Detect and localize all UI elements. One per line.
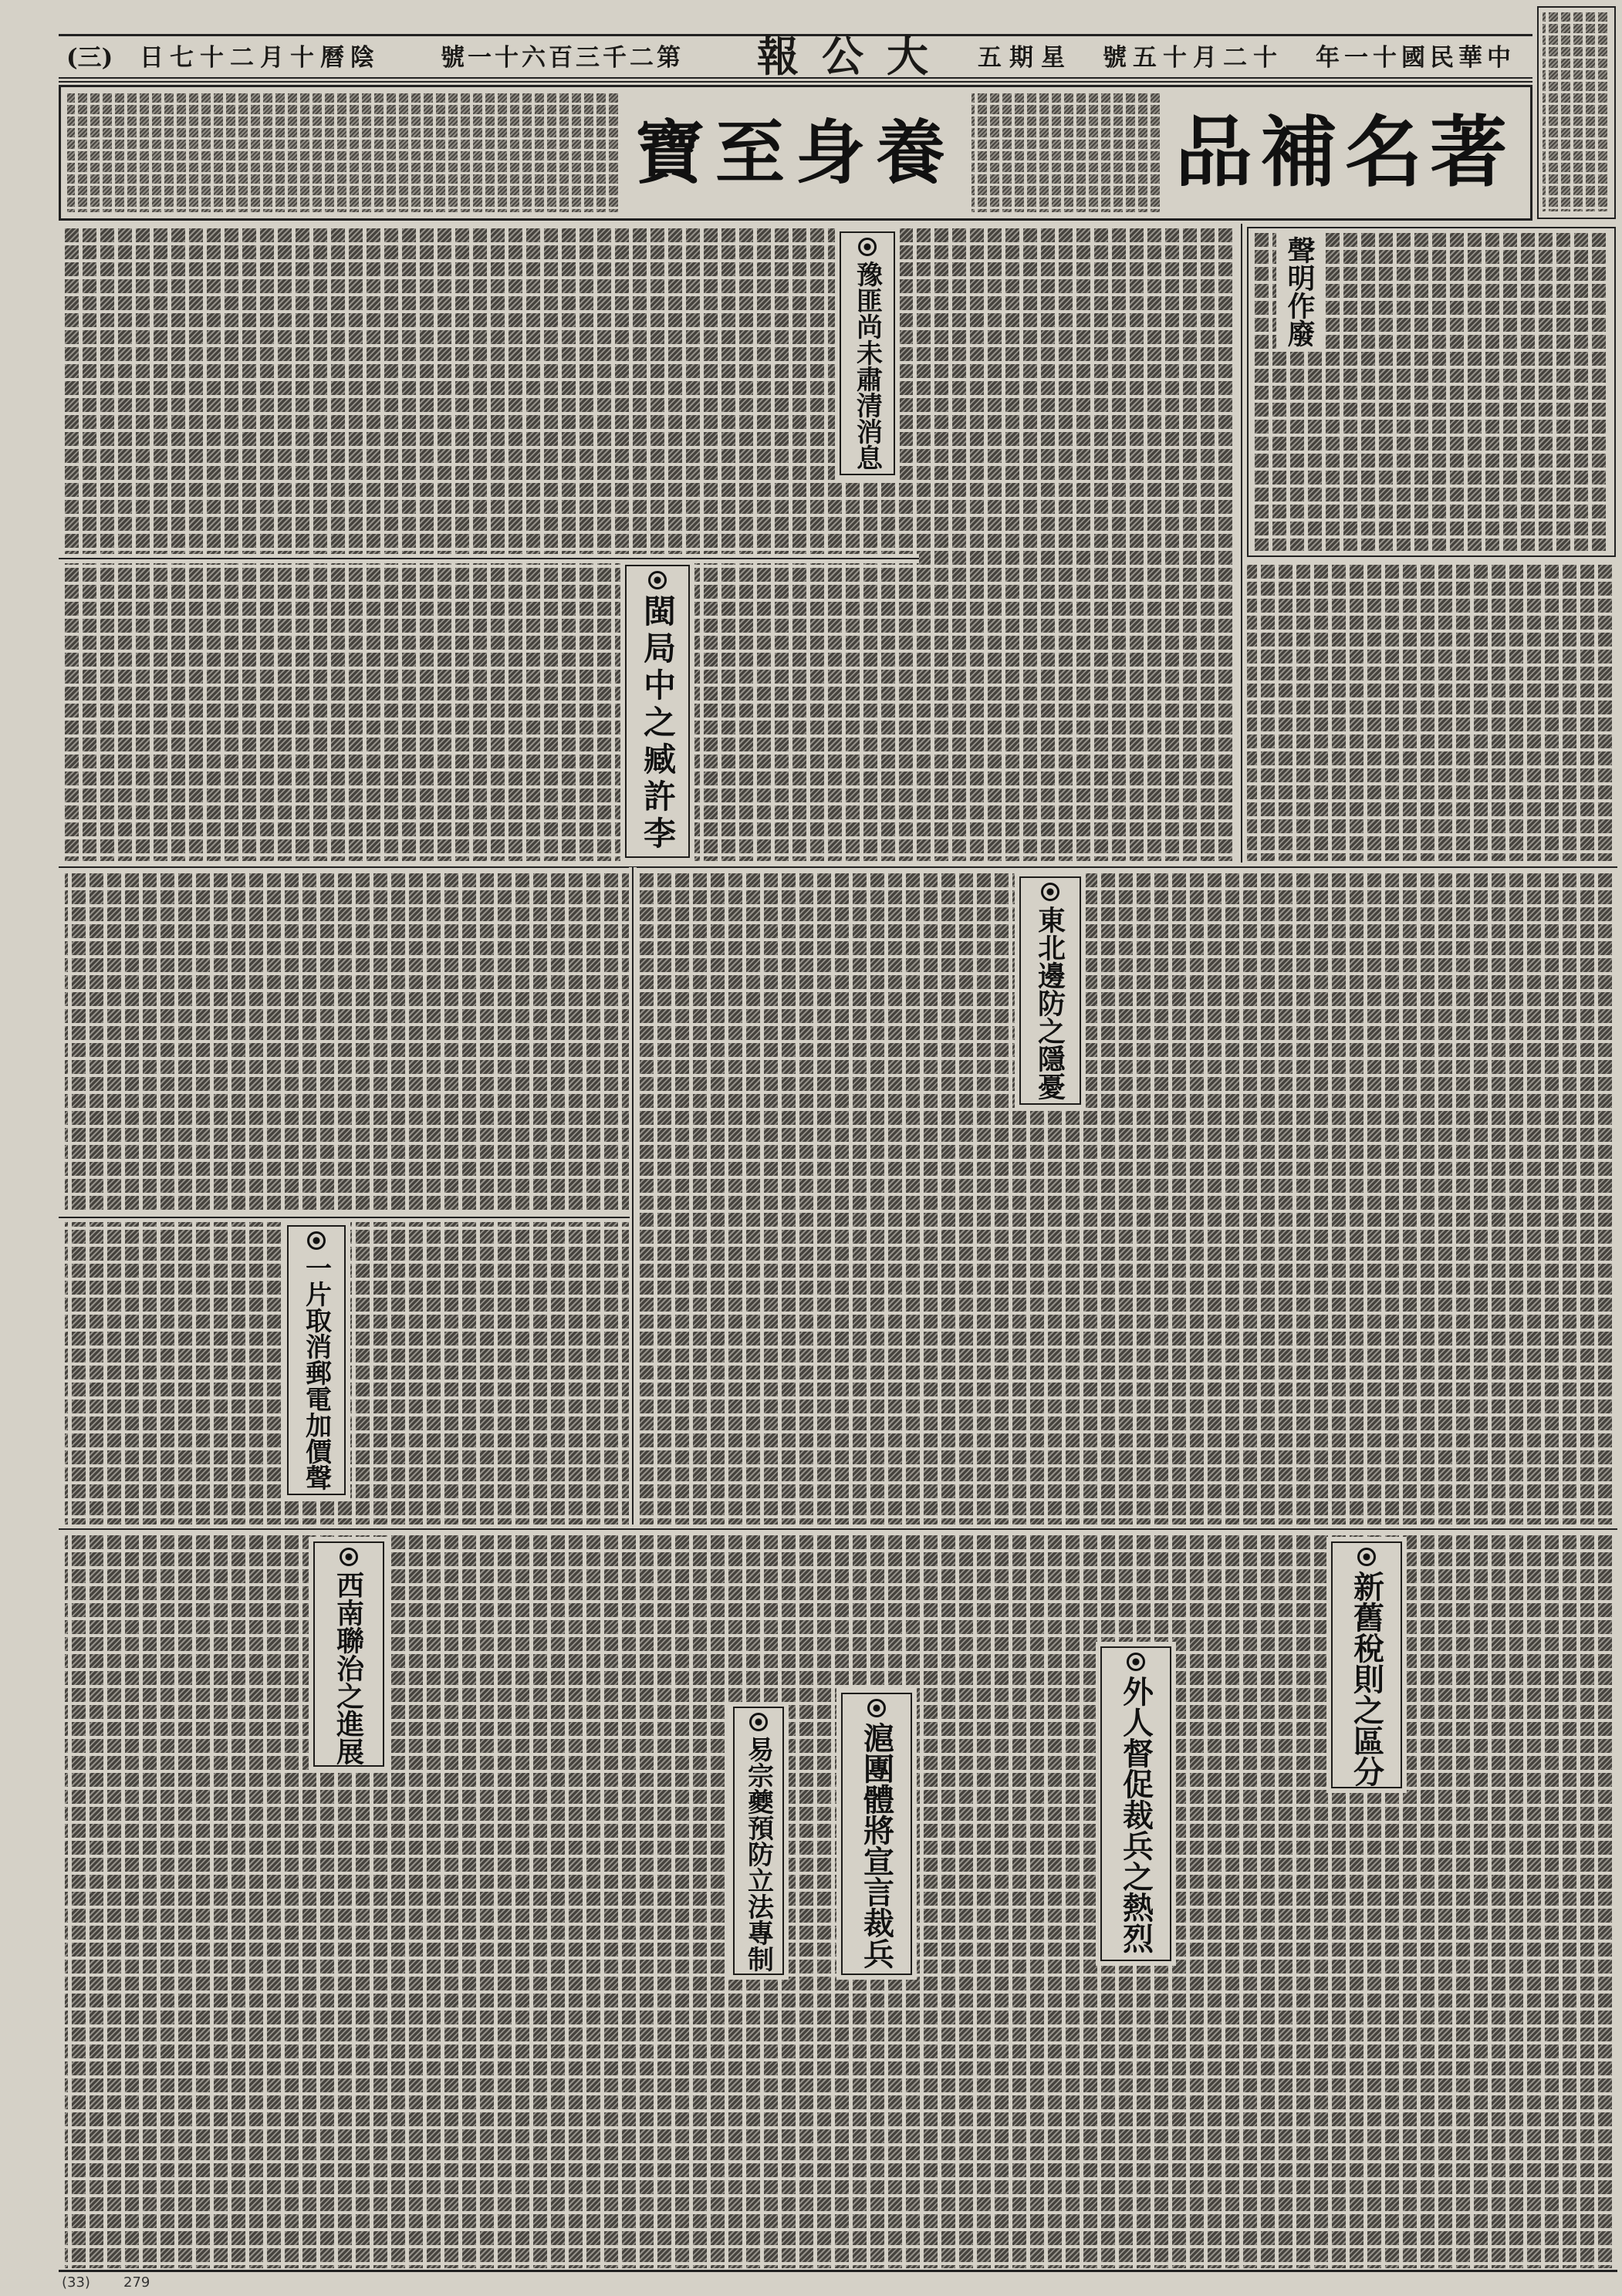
article-headline: 閩局中之臧許李	[639, 594, 677, 853]
ad-copy-left	[67, 93, 621, 212]
bullet-circle-icon	[1357, 1548, 1376, 1566]
article-headline: 西南聯治之進展	[332, 1571, 365, 1765]
headline-box	[313, 1541, 384, 1767]
tier-divider	[59, 1524, 1617, 1534]
issue-number: 第二千三百六十一號	[441, 44, 684, 72]
column-divider	[629, 867, 637, 1529]
ear-notice-text	[1543, 12, 1610, 211]
bullet-circle-icon	[1127, 1653, 1145, 1671]
advertisement-banner	[59, 85, 1532, 221]
page-bottom-rule	[59, 2270, 1617, 2272]
section-divider	[59, 1213, 630, 1222]
headline-box	[1019, 876, 1081, 1105]
sheet-code: (33)	[62, 2274, 90, 2291]
headline-box	[625, 565, 690, 858]
weekday: 星期五	[978, 44, 1073, 72]
article-headline: 一片取消郵電加價聲	[300, 1254, 332, 1491]
article-headline: 滬團體將宣言裁兵	[858, 1722, 895, 1969]
article-headline: 新舊稅則之區分	[1348, 1571, 1385, 1787]
article-headline: 外人督促裁兵之熱烈	[1117, 1676, 1154, 1953]
article-headline: 易宗夔預防立法專制	[742, 1736, 774, 1972]
bullet-circle-icon	[648, 571, 667, 589]
page-number: (三)	[66, 44, 113, 72]
headline-box	[1331, 1541, 1402, 1788]
section-divider	[59, 554, 919, 563]
headline-box	[841, 1693, 912, 1975]
bullet-circle-icon	[858, 238, 877, 256]
headline-box	[287, 1225, 346, 1495]
page-reference: 279	[123, 2274, 150, 2291]
headline-box	[1100, 1646, 1171, 1961]
notice-title: 聲明作廢	[1281, 236, 1318, 347]
lunar-date: 陰曆十月二十七日	[140, 44, 380, 72]
issue-date: 十二月十五號	[1103, 44, 1283, 72]
article-headline: 豫匪尚未肅清消息	[851, 261, 883, 471]
ear-notice-box	[1537, 6, 1616, 219]
headline-box	[733, 1707, 784, 1975]
article-body-text	[1247, 565, 1616, 861]
ad-slogan-right: 著名補品	[1175, 106, 1515, 198]
article-headline: 東北邊防之隱憂	[1033, 906, 1066, 1100]
column-divider	[1238, 224, 1245, 867]
paper-name: 大公報	[757, 32, 951, 81]
tier-divider	[59, 863, 1617, 872]
bullet-circle-icon	[307, 1231, 326, 1250]
ad-copy-middle	[972, 93, 1163, 212]
ad-slogan-left: 養身至寶	[635, 112, 956, 194]
headline-box	[840, 231, 895, 475]
bullet-circle-icon	[340, 1548, 358, 1566]
masthead-bottom-rule	[59, 77, 1532, 83]
bullet-circle-icon	[749, 1713, 768, 1731]
republic-year: 中華民國十一年	[1316, 44, 1516, 72]
bullet-circle-icon	[1041, 883, 1059, 901]
bullet-circle-icon	[867, 1699, 886, 1717]
